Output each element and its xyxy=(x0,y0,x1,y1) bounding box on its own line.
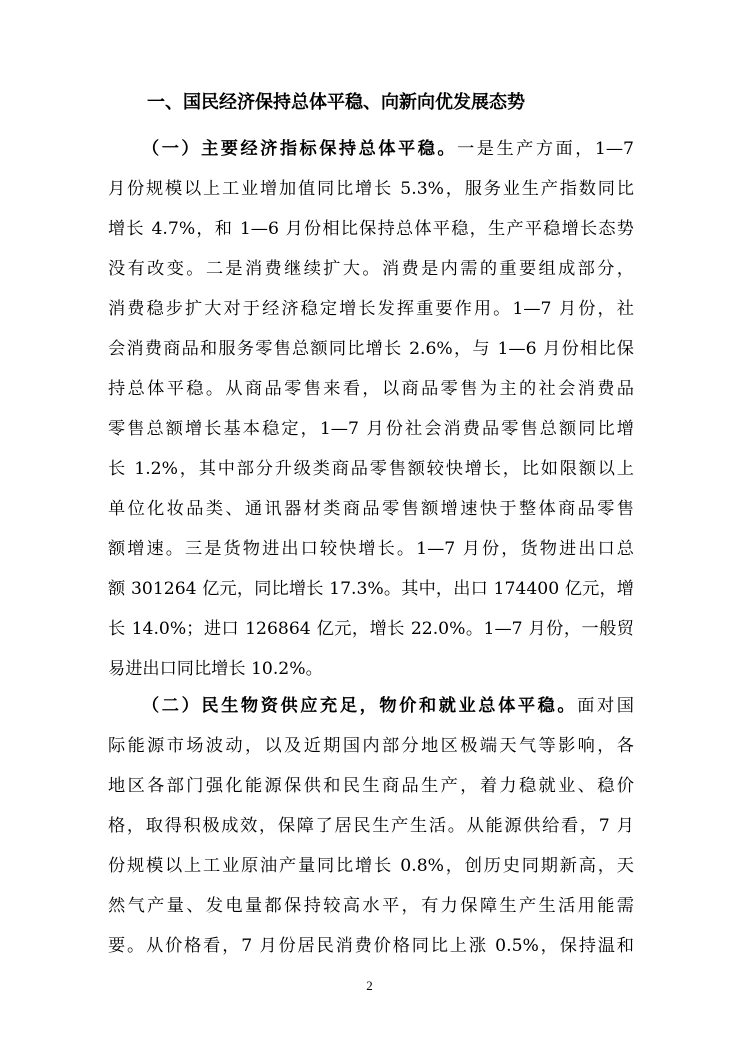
paragraph-1-line xyxy=(108,129,634,169)
paragraph-2-line xyxy=(108,886,634,926)
page-number: 2 xyxy=(366,978,373,993)
paragraph-1-line xyxy=(108,609,634,649)
paragraph-1-line xyxy=(108,449,634,489)
paragraph-1-text: 单位化妆品类、通讯器材类商品零售额增速快于整体商品零售 xyxy=(108,499,634,519)
paragraph-2-text: 然气产量、发电量都保持较高水平，有力保障生产生活用能需 xyxy=(108,896,634,916)
paragraph-2-text: 地区各部门强化能源保供和民生商品生产，着力稳就业、稳价 xyxy=(108,776,634,796)
paragraph-1-text: 会消费商品和服务零售总额同比增长 2.6%，与 1—6 月份相比保 xyxy=(108,339,634,359)
paragraph-1-line xyxy=(108,529,634,569)
paragraph-1-text: 一是生产方面，1—7 xyxy=(457,139,634,159)
paragraph-1-text: 没有改变。二是消费继续扩大。消费是内需的重要组成部分， xyxy=(108,259,634,279)
paragraph-main-indicators xyxy=(108,129,634,689)
paragraph-1-text: 零售总额增长基本稳定，1—7 月份社会消费品零售总额同比增 xyxy=(108,419,634,439)
paragraph-1-line xyxy=(108,649,634,689)
paragraph-1-line xyxy=(108,489,634,529)
paragraph-1-text: 月份规模以上工业增加值同比增长 5.3%，服务业生产指数同比 xyxy=(108,179,634,199)
paragraph-1-line xyxy=(108,249,634,289)
paragraph-1-text: 长 14.0%；进口 126864 亿元，增长 22.0%。1—7 月份，一般贸 xyxy=(108,619,634,639)
paragraph-2-line xyxy=(108,766,634,806)
paragraph-1-text: 增长 4.7%，和 1—6 月份相比保持总体平稳，生产平稳增长态势 xyxy=(108,219,634,239)
paragraph-1-text: 额增速。三是货物进出口较快增长。1—7 月份，货物进出口总 xyxy=(108,539,634,559)
paragraph-2-text: 要。从价格看，7 月份居民消费价格同比上涨 0.5%，保持温和 xyxy=(108,936,634,956)
paragraph-1-text: 易进出口同比增长 10.2%。 xyxy=(108,659,323,679)
paragraph-1-line xyxy=(108,569,634,609)
paragraph-1-line xyxy=(108,329,634,369)
paragraph-2-line xyxy=(108,846,634,886)
paragraph-livelihood-supplies xyxy=(108,686,634,966)
paragraph-1-text: 消费稳步扩大对于经济稳定增长发挥重要作用。1—7 月份，社 xyxy=(108,299,634,319)
paragraph-2-text: 际能源市场波动，以及近期国内部分地区极端天气等影响，各 xyxy=(108,736,634,756)
paragraph-2-text: 格，取得积极成效，保障了居民生产生活。从能源供给看，7 月 xyxy=(108,816,634,836)
paragraph-1-lead: （一）主要经济指标保持总体平稳。 xyxy=(142,139,458,159)
paragraph-2-line xyxy=(108,926,634,966)
paragraph-2-line xyxy=(108,726,634,766)
paragraph-1-line xyxy=(108,409,634,449)
paragraph-1-line xyxy=(108,169,634,209)
paragraph-1-line xyxy=(108,209,634,249)
paragraph-2-lead: （二）民生物资供应充足，物价和就业总体平稳。 xyxy=(142,696,578,716)
paragraph-2-line xyxy=(108,806,634,846)
paragraph-1-line xyxy=(108,369,634,409)
paragraph-2-text: 份规模以上工业原油产量同比增长 0.8%，创历史同期新高，天 xyxy=(108,856,634,876)
paragraph-1-text: 持总体平稳。从商品零售来看，以商品零售为主的社会消费品 xyxy=(108,379,634,399)
section-heading: 一、国民经济保持总体平稳、向新向优发展态势 xyxy=(147,92,525,113)
paragraph-1-text: 长 1.2%，其中部分升级类商品零售额较快增长，比如限额以上 xyxy=(108,459,634,479)
paragraph-1-text: 额 301264 亿元，同比增长 17.3%。其中，出口 174400 亿元，增 xyxy=(108,579,634,599)
paragraph-1-line xyxy=(108,289,634,329)
paragraph-2-line xyxy=(108,686,634,726)
paragraph-2-text: 面对国 xyxy=(577,696,634,716)
